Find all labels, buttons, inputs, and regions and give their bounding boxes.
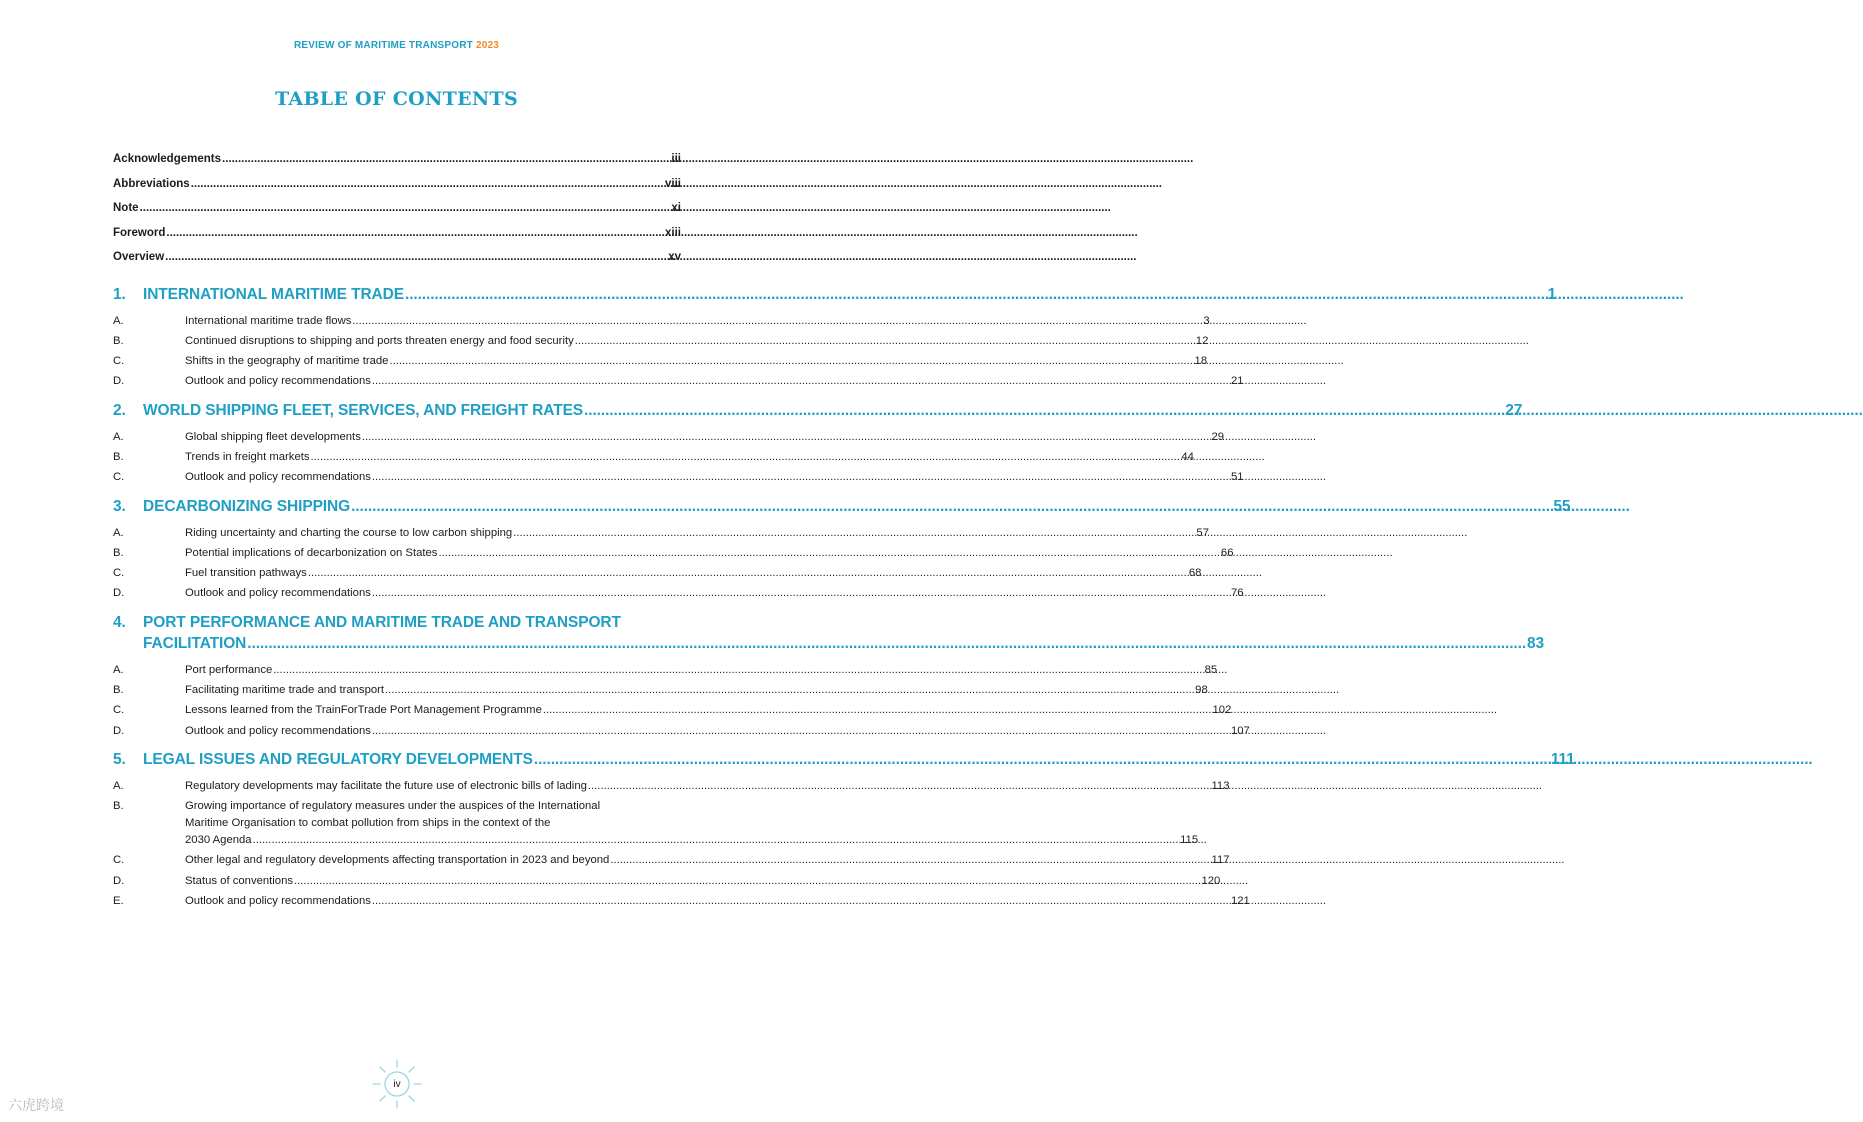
entry-label: Note xyxy=(113,202,139,214)
chapter-title-line1: PORT PERFORMANCE AND MARITIME TRADE AND TRANSPORT xyxy=(143,613,621,631)
section-text: Continued disruptions to shipping and ports threaten energy and food security xyxy=(185,334,574,347)
chapter-4 xyxy=(113,612,1545,741)
section-page: 113 xyxy=(1211,779,1230,792)
section-text: Outlook and policy recommendations xyxy=(185,724,371,737)
chapter-page: 1 xyxy=(1547,285,1557,303)
toc-entry-note[interactable] xyxy=(113,202,681,227)
chapter-3 xyxy=(113,496,1571,604)
entry-label: Abbreviations xyxy=(113,177,190,190)
chapter-title: LEGAL ISSUES AND REGULATORY DEVELOPMENTS xyxy=(143,750,533,768)
section-page: 29 xyxy=(1211,430,1225,443)
section-letter: E. xyxy=(113,894,124,907)
dot-leader xyxy=(534,749,1550,770)
section-page: 68 xyxy=(1188,567,1202,580)
chapter-title: DECARBONIZING SHIPPING xyxy=(143,497,351,515)
dot-leader xyxy=(588,776,1211,796)
section-letter: B. xyxy=(113,450,124,463)
dot-leader xyxy=(191,178,664,190)
section-page: 115 xyxy=(1180,834,1199,847)
chapter-page: 83 xyxy=(1527,634,1545,652)
chapter-title: INTERNATIONAL MARITIME TRADE xyxy=(143,285,404,303)
section-entry[interactable] xyxy=(113,563,1202,583)
chapter-number: 1. xyxy=(113,285,126,303)
section-page: 12 xyxy=(1195,334,1209,347)
section-entry[interactable] xyxy=(113,871,1221,891)
section-entry[interactable] xyxy=(113,583,1244,603)
dot-leader xyxy=(584,400,1504,421)
section-page: 76 xyxy=(1230,587,1244,600)
section-text: Trends in freight markets xyxy=(185,450,310,463)
entry-page: xiii xyxy=(665,226,681,239)
section-entry[interactable] xyxy=(113,660,1218,680)
section-text: Potential implications of decarbonization on States xyxy=(185,546,438,559)
dot-leader xyxy=(351,496,1552,517)
entry-label: Foreword xyxy=(113,226,166,239)
entry-page: viii xyxy=(665,177,681,190)
section-entry[interactable] xyxy=(113,700,1232,720)
section-entry[interactable] xyxy=(113,427,1225,447)
toc-entry-overview[interactable] xyxy=(113,251,681,276)
dot-leader xyxy=(543,700,1212,720)
dot-leader xyxy=(575,331,1195,351)
section-text-line2: Maritime Organisation to combat pollution from ships in the context of the xyxy=(185,817,551,830)
section-letter: C. xyxy=(113,355,125,368)
chapter-page: 27 xyxy=(1505,401,1523,419)
section-entry[interactable] xyxy=(113,850,1230,870)
entry-page: iii xyxy=(671,153,681,165)
section-page: 66 xyxy=(1220,546,1234,559)
chapter-heading[interactable] xyxy=(113,612,1545,654)
section-text-line1: Growing importance of regulatory measures under the auspices of the International xyxy=(185,800,601,813)
dot-leader xyxy=(362,427,1211,447)
section-text: Global shipping fleet developments xyxy=(185,430,361,443)
section-text: Riding uncertainty and charting the course to low carbon shipping xyxy=(185,526,513,539)
section-page: 3 xyxy=(1203,314,1210,327)
dot-leader xyxy=(385,680,1194,700)
dot-leader xyxy=(372,891,1230,911)
entry-page: xv xyxy=(668,251,681,263)
chapter-title: WORLD SHIPPING FLEET, SERVICES, AND FREIGHT RATES xyxy=(143,401,584,419)
dot-leader xyxy=(165,251,667,263)
section-text: Port performance xyxy=(185,663,273,676)
section-entry[interactable] xyxy=(113,776,1230,796)
publication-year: 2023 xyxy=(475,40,499,51)
chapter-number: 3. xyxy=(113,497,126,515)
section-letter: C. xyxy=(113,567,125,580)
watermark: 六虎跨境 xyxy=(8,1098,64,1114)
dot-leader xyxy=(513,523,1195,543)
table-of-contents xyxy=(113,153,1575,911)
section-page: 98 xyxy=(1195,684,1208,697)
section-entry[interactable] xyxy=(113,467,1244,487)
chapter-heading[interactable] xyxy=(113,749,1575,770)
dot-leader xyxy=(166,227,664,239)
section-entry[interactable] xyxy=(113,311,1210,331)
dot-leader xyxy=(372,371,1230,391)
chapter-5 xyxy=(113,749,1575,911)
section-letter: C. xyxy=(113,854,125,867)
section-page: 51 xyxy=(1230,471,1244,484)
page-number: iv xyxy=(393,1079,401,1090)
section-entry[interactable] xyxy=(113,447,1194,467)
chapter-page: 111 xyxy=(1550,750,1575,768)
section-text: Outlook and policy recommendations xyxy=(185,587,371,600)
section-entry[interactable] xyxy=(113,351,1208,371)
section-letter: A. xyxy=(113,430,124,443)
toc-entry-foreword[interactable] xyxy=(113,227,681,252)
dot-leader xyxy=(372,467,1230,487)
section-letter: B. xyxy=(113,800,124,813)
dot-leader xyxy=(405,284,1547,305)
entry-label: Acknowledgements xyxy=(113,153,221,165)
entry-page: xi xyxy=(671,202,681,214)
section-letter: B. xyxy=(113,684,124,697)
section-page: 85 xyxy=(1204,663,1218,676)
dot-leader xyxy=(273,660,1203,680)
section-letter: D. xyxy=(113,375,125,388)
dot-leader xyxy=(372,721,1230,741)
section-page: 107 xyxy=(1230,724,1250,737)
dot-leader xyxy=(610,850,1210,870)
section-text: Outlook and policy recommendations xyxy=(185,375,371,388)
dot-leader xyxy=(352,311,1202,331)
dot-leader xyxy=(294,871,1200,891)
section-page: 57 xyxy=(1196,526,1209,539)
dot-leader xyxy=(389,351,1193,371)
front-matter xyxy=(113,153,681,276)
running-header xyxy=(0,40,793,51)
section-letter: A. xyxy=(113,663,124,676)
section-entry[interactable] xyxy=(113,371,1244,391)
section-letter: B. xyxy=(113,546,124,559)
section-letter: D. xyxy=(113,874,125,887)
section-letter: A. xyxy=(113,314,124,327)
section-letter: A. xyxy=(113,526,124,539)
section-text: Lessons learned from the TrainForTrade Port Management Programme xyxy=(185,704,542,717)
chapter-number: 2. xyxy=(113,401,126,419)
chapter-2 xyxy=(113,400,1523,488)
section-page: 44 xyxy=(1181,450,1194,463)
section-text: International maritime trade flows xyxy=(185,314,352,327)
section-letter: B. xyxy=(113,334,124,347)
dot-leader xyxy=(311,447,1181,467)
dot-leader xyxy=(247,633,1526,654)
chapter-heading[interactable] xyxy=(113,496,1571,517)
section-text: Shifts in the geography of maritime trade xyxy=(185,355,389,368)
dot-leader xyxy=(222,153,670,165)
section-entry[interactable] xyxy=(113,796,1199,850)
toc-entry-acknowledgements[interactable] xyxy=(113,153,681,178)
dot-leader xyxy=(140,202,671,214)
section-letter: D. xyxy=(113,724,125,737)
toc-entry-abbreviations[interactable] xyxy=(113,178,681,203)
section-letter: A. xyxy=(113,779,124,792)
chapter-1 xyxy=(113,284,1557,392)
chapter-number: 4. xyxy=(113,613,126,631)
section-text: Fuel transition pathways xyxy=(185,567,307,580)
section-letter: C. xyxy=(113,471,125,484)
section-entry[interactable] xyxy=(113,331,1209,351)
section-entry[interactable] xyxy=(113,891,1250,911)
page-title: TABLE OF CONTENTS xyxy=(275,88,518,110)
section-text: Status of conventions xyxy=(185,874,294,887)
section-text: Regulatory developments may facilitate the future use of electronic bills of lading xyxy=(185,779,587,792)
section-text-line3: 2030 Agenda xyxy=(185,834,252,847)
dot-leader xyxy=(308,563,1188,583)
section-page: 117 xyxy=(1211,854,1230,867)
section-text: Facilitating maritime trade and transport xyxy=(185,684,385,697)
chapter-heading[interactable] xyxy=(113,284,1557,305)
chapter-number: 5. xyxy=(113,750,126,768)
section-text: Outlook and policy recommendations xyxy=(185,894,371,907)
section-entry[interactable] xyxy=(113,523,1209,543)
chapter-title-line2: FACILITATION xyxy=(143,634,247,652)
section-text: Other legal and regulatory developments affecting transportation in 2023 and beyond xyxy=(185,854,610,867)
entry-label: Overview xyxy=(113,251,165,263)
section-entry[interactable] xyxy=(113,680,1208,700)
chapter-heading[interactable] xyxy=(113,400,1523,421)
section-page: 120 xyxy=(1201,874,1221,887)
section-page: 102 xyxy=(1212,704,1232,717)
chapter-page: 55 xyxy=(1553,497,1571,515)
section-page: 121 xyxy=(1230,894,1250,907)
section-page: 18 xyxy=(1194,355,1208,368)
dot-leader xyxy=(372,583,1230,603)
dot-leader xyxy=(438,543,1219,563)
section-entry[interactable] xyxy=(113,721,1250,741)
section-letter: D. xyxy=(113,587,125,600)
section-entry[interactable] xyxy=(113,543,1234,563)
section-text: Outlook and policy recommendations xyxy=(185,471,371,484)
section-page: 21 xyxy=(1230,375,1244,388)
section-letter: C. xyxy=(113,704,125,717)
dot-leader xyxy=(253,832,1180,849)
publication-name: REVIEW OF MARITIME TRANSPORT xyxy=(294,40,473,51)
